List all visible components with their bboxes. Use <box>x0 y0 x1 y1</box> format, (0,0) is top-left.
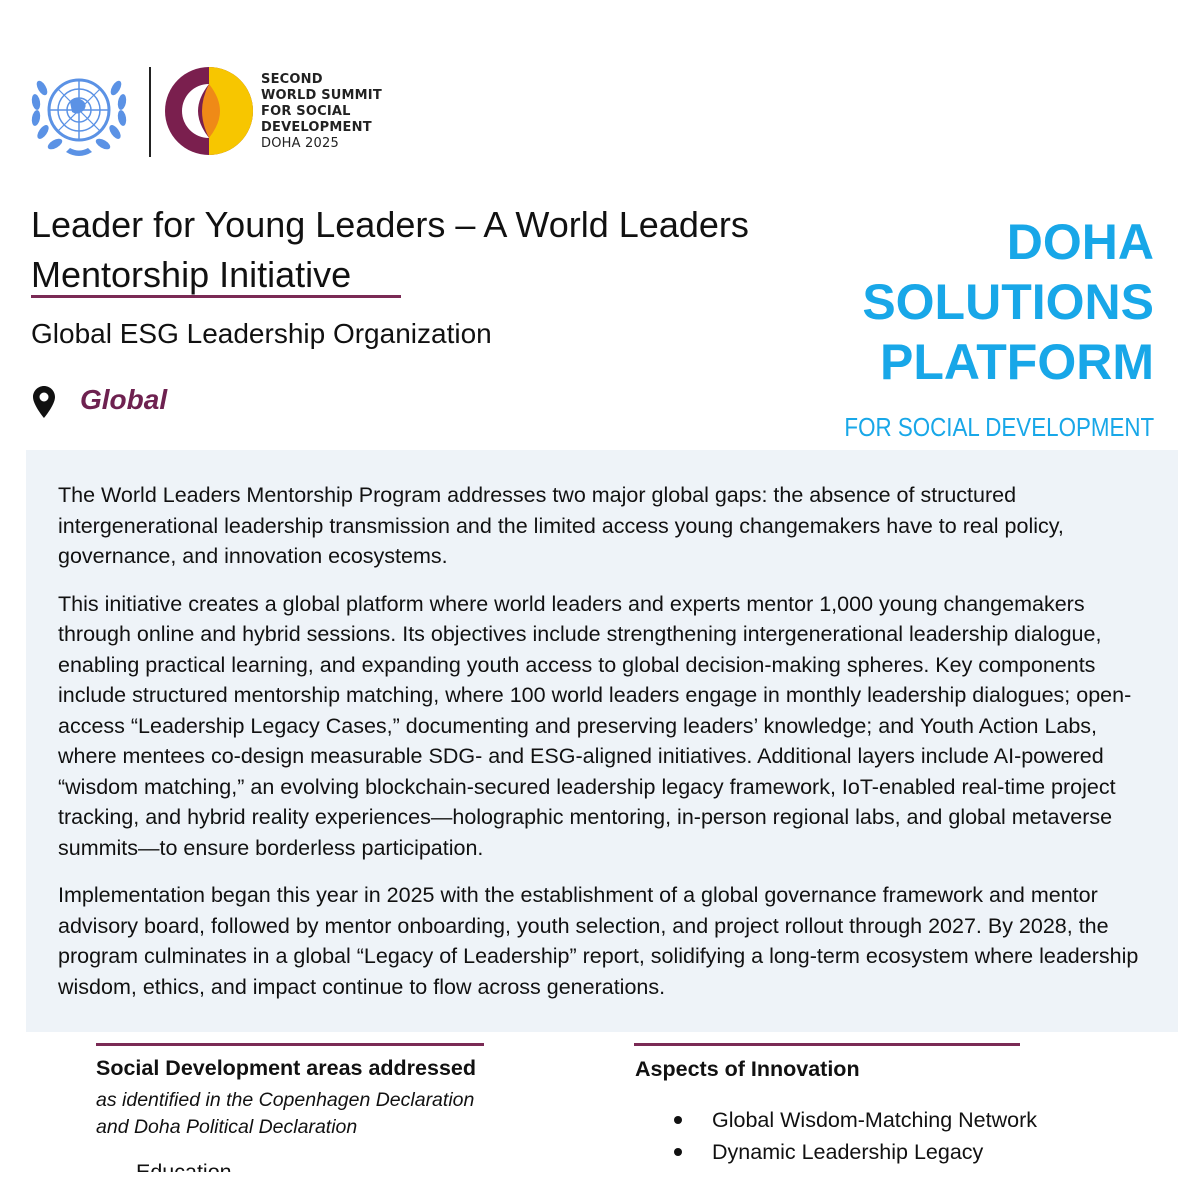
list-item <box>670 1136 1037 1168</box>
innovation-item-label: Global Wisdom-Matching Network <box>712 1108 1037 1132</box>
innovation-rule <box>634 1043 1020 1046</box>
page-crop-edge <box>0 1172 1200 1200</box>
summary-paragraph: This initiative creates a global platform where world leaders and experts mentor 1,000 young changemakers through online and hybrid sessions. Its objectives include strengthening intergenerational leadership dialogue, enabling practical learning, and expanding youth access to global decision-making spheres. Key components include structured mentorship matching, where 100 world leaders engage in monthly leadership dialogues; open-access “Leadership Legacy Cases,” documenting and preserving leaders’ knowledge; and Youth Action Labs, where mentees co-design measurable SDG- and ESG-aligned initiatives. Additional layers include AI-powered “wisdom matching,” an evolving blockchain-secured leadership legacy framework, IoT-enabled real-time project tracking, and hybrid reality experiences—holographic mentoring, in-person regional labs, and global metaverse summits—to ensure borderless participation. <box>58 591 1132 860</box>
location-text: Global <box>80 384 168 415</box>
summit-logo <box>164 66 254 156</box>
summit-text-line: SECOND <box>261 72 323 87</box>
social-development-note <box>96 1087 526 1141</box>
summary-paragraph: Implementation began this year in 2025 with the establishment of a global governance framework and mentor advisory board, followed by mentor onboarding, youth selection, and project rollout through 2027. By 2028, the program culminates in a global “Legacy of Leadership” report, solidifying a long-term ecosystem where leadership wisdom, ethics, and impact continue to flow across generations. <box>58 883 1139 999</box>
logo-divider <box>149 67 151 157</box>
bullet-icon <box>674 1148 682 1156</box>
platform-title-line: PLATFORM <box>879 334 1154 390</box>
title-underline <box>31 295 401 298</box>
summit-text-line: WORLD SUMMIT <box>261 88 382 103</box>
summit-text-line: DEVELOPMENT <box>261 120 372 135</box>
social-development-heading: Social Development areas addressed <box>96 1056 477 1080</box>
innovation-list <box>670 1104 1037 1168</box>
note-line: as identified in the Copenhagen Declaration <box>96 1089 475 1111</box>
title-line-1: Leader for Young Leaders – A World Leaders <box>31 204 749 245</box>
innovation-item-label: Dynamic Leadership Legacy <box>712 1140 984 1164</box>
summit-logo-text <box>261 72 382 152</box>
social-development-rule <box>96 1043 484 1046</box>
platform-title-line: DOHA <box>1006 214 1154 270</box>
list-item <box>670 1104 1037 1136</box>
summary-paragraph: The World Leaders Mentorship Program addresses two major global gaps: the absence of structured intergenerational leadership transmission and the limited access young changemakers have to real policy, governance, and innovation ecosystems. <box>58 483 1064 568</box>
note-line: and Doha Political Declaration <box>96 1116 358 1138</box>
title-line-2: Mentorship Initiative <box>31 254 352 295</box>
bullet-icon <box>674 1116 682 1124</box>
organization-name: Global ESG Leadership Organization <box>31 318 492 349</box>
platform-title <box>862 212 1154 392</box>
innovation-heading: Aspects of Innovation <box>635 1057 860 1081</box>
platform-title-line: SOLUTIONS <box>862 274 1154 330</box>
summary-text <box>58 480 1158 1019</box>
summit-text-line: DOHA 2025 <box>261 136 339 151</box>
map-pin-icon <box>33 386 55 418</box>
platform-subtitle: FOR SOCIAL DEVELOPMENT <box>844 412 1154 442</box>
document-title <box>31 200 831 300</box>
summit-text-line: FOR SOCIAL <box>261 104 351 119</box>
summary-panel <box>26 450 1178 1032</box>
un-emblem-logo <box>26 66 132 158</box>
